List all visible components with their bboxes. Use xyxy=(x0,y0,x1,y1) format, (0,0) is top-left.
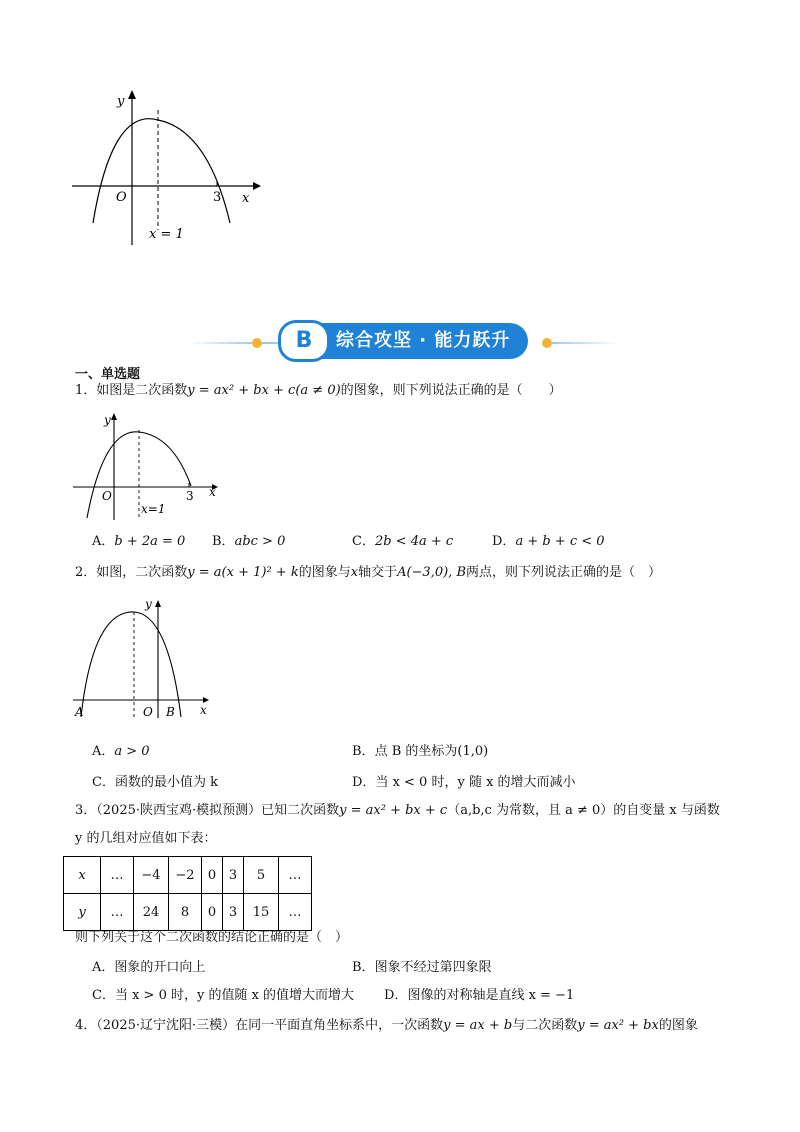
banner-letter-badge: B xyxy=(278,320,330,362)
q1-text-pre: 如图是二次函数 xyxy=(96,383,188,398)
banner-title: 综合攻坚 · 能力跃升 xyxy=(308,323,528,359)
q3-option-b[interactable]: B．图象不经过第四象限 xyxy=(352,960,492,975)
root-label: 3 xyxy=(213,190,222,205)
q2-option-d[interactable]: D．当 x < 0 时，y 随 x 的增大而减小 xyxy=(352,775,576,790)
q1-option-d[interactable]: D．a + b + c < 0 xyxy=(492,534,605,549)
q1-axis-label: x=1 xyxy=(141,502,166,516)
q2-x-label: x xyxy=(200,703,207,717)
y-axis-arrow xyxy=(128,90,136,99)
q2-point-a-label: A xyxy=(75,705,84,719)
q1-y-label: y xyxy=(104,413,111,427)
question-4-stem: 4．（2025·辽宁沈阳·三模）在同一平面直角坐标系中，一次函数y = ax + b与二次函数y = ax² + bx的图象 xyxy=(75,1018,698,1033)
q1-option-b[interactable]: B．abc > 0 xyxy=(212,534,286,549)
q3-option-d[interactable]: D．图像的对称轴是直线 x = −1 xyxy=(384,988,575,1003)
q2-parabola xyxy=(81,612,181,717)
banner-line-right xyxy=(552,342,620,344)
q3-value-table xyxy=(63,856,312,931)
q1-formula: y = ax² + bx + c(a ≠ 0) xyxy=(187,383,341,398)
q1-origin-label: O xyxy=(102,489,112,503)
q2-option-a[interactable]: A．a > 0 xyxy=(92,744,150,759)
parabola-curve xyxy=(93,119,230,223)
q1-graph xyxy=(68,408,228,523)
section-heading: 一、单选题 xyxy=(75,367,141,382)
q2-option-c[interactable]: C．函数的最小值为 k xyxy=(92,775,218,790)
question-2-stem: 2．如图，二次函数y = a(x + 1)² + k的图象与x轴交于A(−3,0), B两点，则下列说法正确的是（ ） xyxy=(75,565,662,580)
x-label: x xyxy=(242,191,250,206)
q1-number: 1． xyxy=(75,383,97,398)
q1-x-label: x xyxy=(209,485,216,499)
q1-root-label: 3 xyxy=(186,489,194,503)
symmetry-label: x = 1 xyxy=(149,227,184,242)
question-1-stem xyxy=(75,382,562,400)
banner-dot-right xyxy=(542,338,552,348)
q2-point-b-label: B xyxy=(166,705,175,719)
q1-option-c[interactable]: C．2b < 4a + c xyxy=(352,534,454,549)
q2-option-b[interactable]: B．点 B 的坐标为(1,0) xyxy=(352,744,489,759)
y-label: y xyxy=(117,94,125,109)
x-axis-arrow xyxy=(253,182,261,190)
q3-option-c[interactable]: C．当 x > 0 时，y 的值随 x 的值增大而增大 xyxy=(92,988,355,1003)
banner-line-left xyxy=(190,342,252,344)
question-3-line2: y 的几组对应值如下表： xyxy=(75,831,217,846)
q1-option-a[interactable]: A．b + 2a = 0 xyxy=(92,534,186,549)
table-row: x … −4 −2 0 3 5 … xyxy=(64,857,312,894)
q3-after-table: 则下列关于这个二次函数的结论正确的是（ ） xyxy=(75,930,349,945)
q2-y-label: y xyxy=(145,597,152,611)
q1-text-post: 的图象，则下列说法正确的是（ ） xyxy=(340,383,562,398)
top-parabola-graph xyxy=(60,85,270,250)
q3-option-a[interactable]: A．图象的开口向上 xyxy=(92,960,206,975)
section-banner xyxy=(190,323,620,363)
question-3-stem: 3．（2025·陕西宝鸡·模拟预测）已知二次函数y = ax² + bx + c（a,b,c 为常数，且 a ≠ 0）的自变量 x 与函数 xyxy=(75,803,720,818)
table-row: y … 24 8 0 3 15 … xyxy=(64,894,312,931)
q2-graph xyxy=(68,595,218,720)
q2-origin-label: O xyxy=(143,705,153,719)
origin-label: O xyxy=(116,190,127,205)
banner-dot-left xyxy=(252,338,262,348)
